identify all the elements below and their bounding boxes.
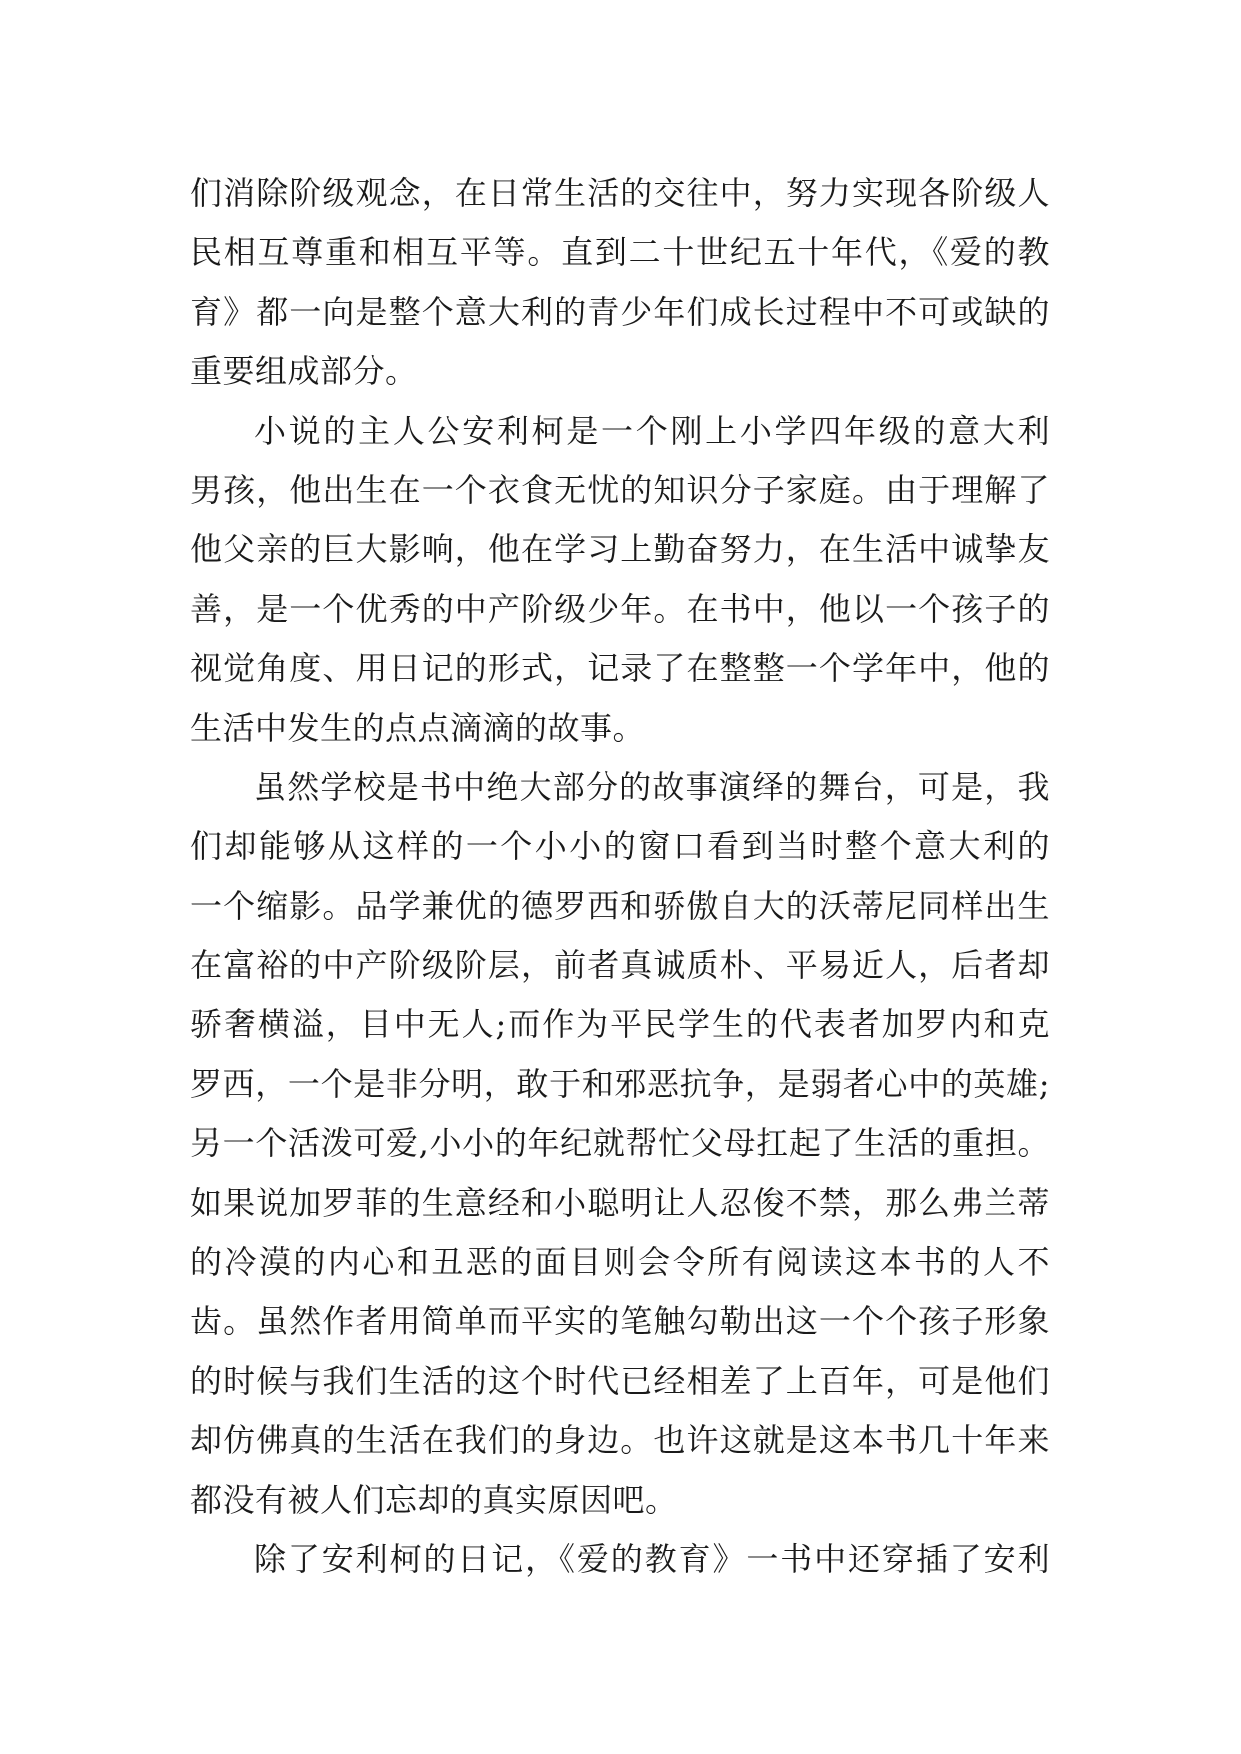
paragraph-first-line: 虽然学校是书中绝大部分的故事演绎的舞台，可是，我 xyxy=(254,767,1050,806)
text-line: 善，是一个优秀的中产阶级少年。在书中，他以一个孩子的 xyxy=(190,589,1050,628)
text-line: 如果说加罗菲的生意经和小聪明让人忍俊不禁，那么弗兰蒂 xyxy=(190,1183,1050,1222)
text-line: 却仿佛真的生活在我们的身边。也许这就是这本书几十年来 xyxy=(190,1421,1050,1460)
text-line: 的时候与我们生活的这个时代已经相差了上百年，可是他们 xyxy=(190,1361,1050,1400)
text-line: 在富裕的中产阶级阶层，前者真诚质朴、平易近人，后者却 xyxy=(190,946,1050,985)
text-line: 他父亲的巨大影响，他在学习上勤奋努力，在生活中诚挚友 xyxy=(190,530,1050,569)
paragraph-first-line: 除了安利柯的日记，《爱的教育》一书中还穿插了安利 xyxy=(254,1539,1050,1578)
body-text xyxy=(190,164,1050,1589)
text-line: 们消除阶级观念，在日常生活的交往中，努力实现各阶级人 xyxy=(190,174,1050,212)
text-line: 们却能够从这样的一个小小的窗口看到当时整个意大利的 xyxy=(190,827,1050,866)
text-line: 都没有被人们忘却的真实原因吧。 xyxy=(190,1480,678,1519)
text-line: 骄奢横溢，目中无人;而作为平民学生的代表者加罗内和克 xyxy=(190,1005,1050,1044)
text-line: 齿。虽然作者用简单而平实的笔触勾勒出这一个个孩子形象 xyxy=(190,1302,1050,1341)
paragraph-first-line: 小说的主人公安利柯是一个刚上小学四年级的意大利 xyxy=(254,411,1050,450)
text-line: 男孩，他出生在一个衣食无忧的知识分子家庭。由于理解了 xyxy=(190,470,1050,509)
text-line: 罗西，一个是非分明，敢于和邪恶抗争，是弱者心中的英雄; xyxy=(190,1064,1050,1103)
text-line: 另一个活泼可爱,小小的年纪就帮忙父母扛起了生活的重担。 xyxy=(190,1124,1050,1163)
text-line: 视觉角度、用日记的形式，记录了在整整一个学年中，他的 xyxy=(190,649,1050,688)
text-line: 一个缩影。品学兼优的德罗西和骄傲自大的沃蒂尼同样出生 xyxy=(190,886,1050,925)
text-line: 生活中发生的点点滴滴的故事。 xyxy=(190,708,646,747)
text-line: 重要组成部分。 xyxy=(190,352,418,391)
text-line: 的冷漠的内心和丑恶的面目则会令所有阅读这本书的人不 xyxy=(190,1243,1050,1282)
text-line: 民相互尊重和相互平等。直到二十世纪五十年代，《爱的教 xyxy=(190,233,1050,272)
text-line: 育》都一向是整个意大利的青少年们成长过程中不可或缺的 xyxy=(190,292,1050,331)
